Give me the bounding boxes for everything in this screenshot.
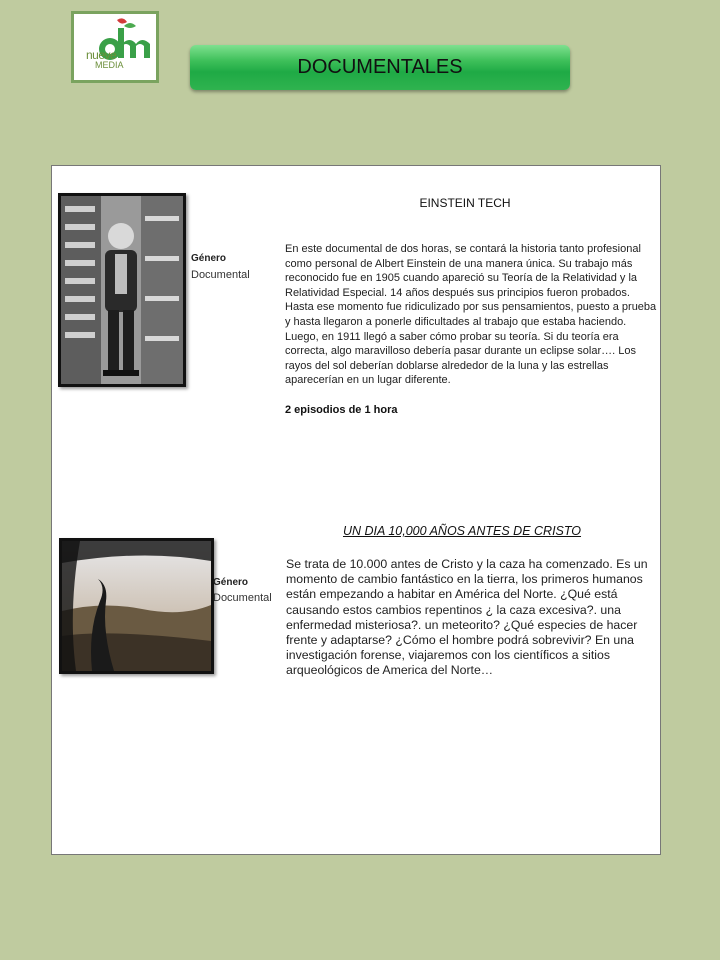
einstein-photo [58, 193, 186, 387]
documentary-title: EINSTEIN TECH [419, 196, 511, 210]
episodes-info: 2 episodios de 1 hora [285, 404, 398, 416]
documentary-description: En este documental de dos horas, se contará la historia tanto profesional como personal de Albert Einstein de una manera única. Su trabajo más reconocido fue en 1905 cuando apareció su Teoría de la Relatividad y la Relatividad Especial. 14 años después sus principios fueron probados. Hasta ese momento fue ridiculizado por sus pensamientos, puesto a prueba y hasta llegaron a ponerle dificultades al trabajo que estaba haciendo. Luego, en 1911 llegó a saber cómo probar su teoría. Si du teoría era correcta, algo maravilloso debería pasar durante un eclipse solar…. Los rayos del sol deberían doblarse alrededor de la luna y las estrellas aparecerían en un lugar diferente. [285, 243, 657, 387]
genre-value: Documental [213, 592, 272, 604]
page-title-banner: DOCUMENTALES [190, 45, 570, 90]
prehistoric-photo [59, 538, 214, 674]
genre-value: Documental [191, 269, 250, 281]
genre-label: Género [191, 253, 227, 264]
einstein-photo-image [61, 196, 183, 384]
documentaries-panel [51, 165, 661, 855]
documentary-title: UN DIA 10,000 AÑOS ANTES DE CRISTO [342, 524, 582, 538]
logo [71, 11, 159, 83]
logo-text-media: MEDIA [95, 60, 124, 70]
logo-mark-icon [74, 14, 156, 80]
documentary-description: Se trata de 10.000 antes de Cristo y la caza ha comenzado. Es un momento de cambio fantástico en la tierra, los primeros humanos están empezando a habitar en América del Norte. ¿Qué está causando estos cambios repentinos ¿ la caza excesiva?. una enfermedad misteriosa?. un meteorito? ¿Qué especies de hacer frente y adaptarse? ¿Cómo el hombre podrá sobrevivir? En una investigación forense, viajaremos con los científicos a sitios arqueológicos de America del Norte… [286, 557, 648, 678]
genre-label: Género [213, 577, 249, 588]
prehistoric-photo-image [62, 541, 211, 671]
logo-text-nueve: nueve [86, 48, 117, 62]
